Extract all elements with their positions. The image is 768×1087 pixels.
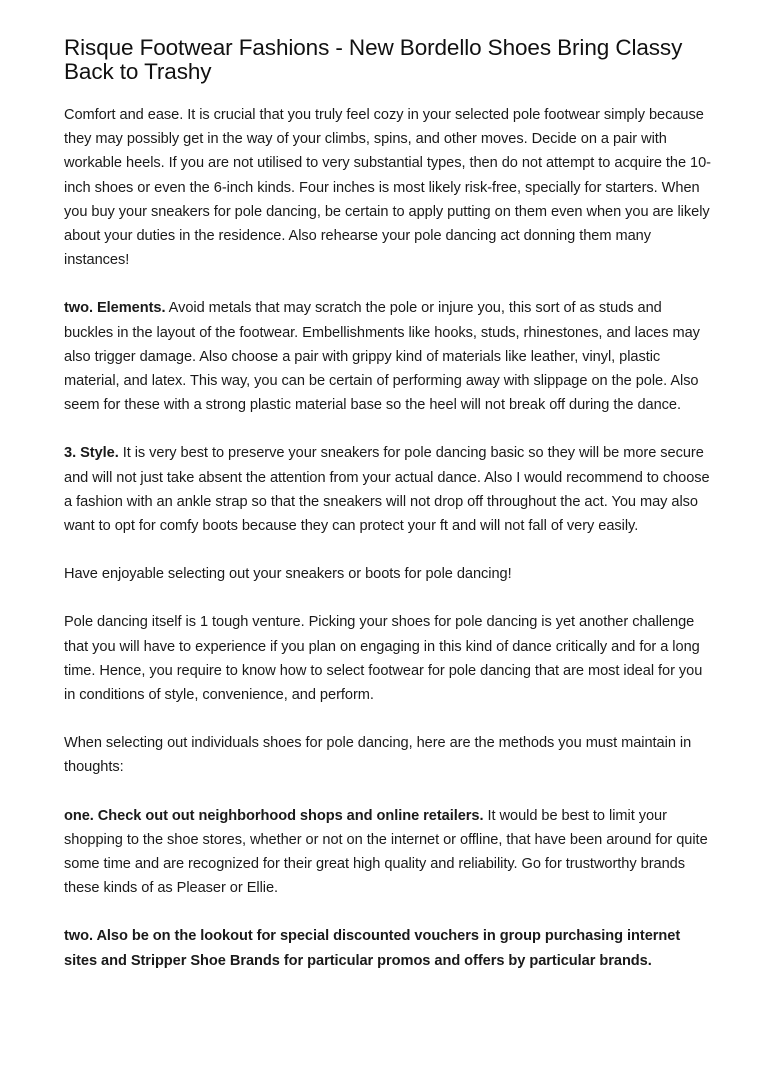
document-page xyxy=(64,36,712,997)
paragraph-comfort xyxy=(64,103,712,272)
paragraph-text: Comfort and ease. It is crucial that you truly feel cozy in your selected pole footwear simply because they may possibly get in the way of your climbs, spins, and other moves. Decide on a pair with workable heels. If you are not utilised to very substantial types, then do not attempt to acquire the 10-inch shoes or even the 6-inch kinds. Four inches is most likely risk-free, specially for starters. When you buy your sneakers for pole dancing, be certain to apply putting on them even when you are likely about your duties in the residence. Also rehearse your pole dancing act donning them many instances! xyxy=(64,107,711,269)
paragraph-shops xyxy=(64,804,712,901)
paragraph-text: It is very best to preserve your sneakers for pole dancing basic so they will be more secure and will not just take absent the attention from your actual dance. Also I would recommend to choose a fashion with an ankle strap so that the sneakers will not drop off throughout the act. You may also want to opt for comfy boots because they can protect your ft and will not fall of very easily. xyxy=(64,445,710,535)
document-title: Risque Footwear Fashions - New Bordello Shoes Bring Classy Back to Trashy xyxy=(64,35,683,84)
paragraph-text: It would be best to limit your shopping to the shoe stores, whether or not on the internet or offline, that have been around for quite some time and are recognized for their great high quality and reliability. Go for trustworthy brands these kinds of as Pleaser or Ellie. xyxy=(64,807,708,897)
paragraph-lead: two. Elements. xyxy=(64,300,166,317)
paragraph-lead: 3. Style. xyxy=(64,445,119,462)
paragraph-methods-intro xyxy=(64,731,712,779)
paragraph-text: Pole dancing itself is 1 tough venture. Picking your shoes for pole dancing is yet another challenge that you will have to experience if you plan on engaging in this kind of dance critically and for a long time. Hence, you require to know how to select footwear for pole dancing that are most ideal for you in conditions of style, convenience, and perform. xyxy=(64,614,703,704)
paragraph-vouchers xyxy=(64,924,712,972)
paragraph-text: Have enjoyable selecting out your sneakers or boots for pole dancing! xyxy=(64,566,512,583)
paragraph-venture xyxy=(64,610,712,707)
paragraph-text: When selecting out individuals shoes for pole dancing, here are the methods you must maintain in thoughts: xyxy=(64,735,692,776)
paragraph-lead: one. Check out out neighborhood shops and online retailers. xyxy=(64,807,484,824)
paragraph-text: Avoid metals that may scratch the pole or injure you, this sort of as studs and buckles in the layout of the footwear. Embellishments like hooks, studs, rhinestones, and laces may also trigger damage. Also choose a pair with grippy kind of materials like leather, vinyl, plastic material, and latex. This way, you can be certain of performing away with slippage on the pole. Also seem for these with a strong plastic material base so the heel will not break off during the dance. xyxy=(64,300,700,414)
paragraph-style xyxy=(64,441,712,538)
paragraph-enjoy xyxy=(64,562,712,586)
paragraph-lead: two. Also be on the lookout for special discounted vouchers in group purchasing internet sites and Stripper Shoe Brands for particular promos and offers by particular brands. xyxy=(64,928,681,969)
paragraph-elements xyxy=(64,296,712,417)
